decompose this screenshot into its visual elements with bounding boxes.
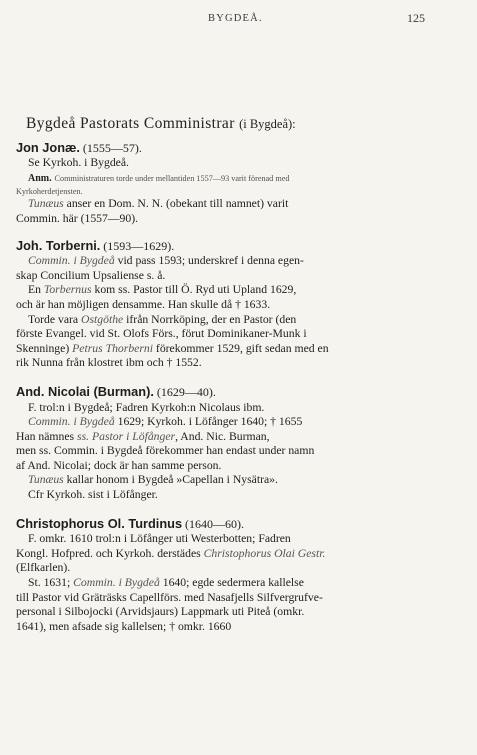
text-line: af And. Nicolai; dock är han samme person.	[16, 458, 222, 472]
text-line: 1641), men afsade sig kallelsen; † omkr. 1660	[16, 619, 232, 633]
italic-text: Commin. i Bygdeå	[28, 254, 115, 268]
italic-text: Torbernus	[43, 283, 92, 297]
page-body	[16, 117, 468, 634]
entry-name: And. Nicolai (Burman).	[16, 383, 154, 399]
text-fragment: Torde vara	[28, 312, 82, 326]
text-fragment: 1640; egde sedermera kallelse	[159, 576, 304, 590]
text-fragment: , And. Nic. Burman,	[175, 429, 270, 443]
text-line: och är han möjligen densamme. Han skulle då † 1633.	[16, 297, 271, 311]
entry-dates: (1593—1629).	[103, 238, 175, 253]
text-line: anser en Dom. N. N. (obekant till namnet) varit	[63, 197, 289, 211]
text-line: förste Evangel. vid St. Olofs Förs., förut Dominikaner-Munk i	[16, 327, 307, 341]
text-fragment: St. 1631;	[28, 576, 74, 590]
text-line: Se Kyrkoh. i Bygdeå.	[28, 156, 129, 170]
text-fragment: förekommer 1529, gift sedan med en	[153, 341, 329, 355]
text-line: men ss. Commin. i Bygdeå förekommer han endast under namn	[16, 444, 315, 458]
text-line: rik Nunna från klostret ibm och † 1552.	[16, 356, 202, 370]
entry-dates: (1555—57).	[82, 140, 142, 155]
entry-name: Joh. Torberni.	[16, 237, 101, 253]
italic-name: Tunæus	[28, 197, 64, 211]
entry-dates: (1640—60).	[185, 516, 245, 531]
section-title-main: Bygdeå Pastorats Comministrar	[26, 115, 235, 132]
text-fragment: ifrån Norrköping, der en Pastor (den	[123, 312, 297, 326]
entry-joh-torberni	[16, 239, 468, 371]
section-title-sub: (i Bygdeå):	[239, 117, 296, 131]
section-title	[26, 117, 468, 132]
text-line: Commin. här (1557—90).	[16, 211, 139, 225]
text-fragment: En	[28, 283, 44, 297]
italic-text: Christophorus Olai Gestr.	[203, 546, 326, 560]
page-number: 125	[407, 11, 425, 25]
italic-text: Commin. i Bygdeå	[28, 415, 115, 429]
text-fragment: vid pass 1593; underskref i denna egen-	[114, 254, 304, 268]
entry-and-nicolai	[16, 385, 468, 503]
entry-jon-jonae	[16, 141, 468, 227]
entry-dates: (1629—40).	[156, 384, 216, 399]
text-line: Cfr Kyrkoh. sist i Löfånger.	[28, 488, 158, 502]
note-label: Anm.	[28, 172, 52, 184]
text-fragment: kom ss. Pastor till Ö. Ryd uti Upland 1629,	[91, 283, 297, 297]
text-line: personal i Silbojocki (Arvidsjaurs) Lappmark uti Piteå (omkr.	[16, 605, 305, 619]
note-line: Comministraturen torde under mellantiden 1557—93 varit förenad med	[54, 173, 290, 183]
italic-name: Tunæus	[28, 473, 64, 487]
entry-name: Jon Jonæ.	[16, 139, 80, 155]
text-fragment: 1629; Kyrkoh. i Löfånger 1640; † 1655	[114, 415, 303, 429]
text-fragment: Kongl. Hofpred. och Kyrkoh. derstädes	[16, 546, 204, 560]
text-line: F. omkr. 1610 trol:n i Löfånger uti Westerbotten; Fadren	[28, 532, 291, 546]
entry-christophorus	[16, 517, 468, 635]
running-header	[0, 10, 477, 30]
text-fragment: Han nämnes	[16, 429, 78, 443]
text-line: skap Concilium Upsaliense s. å.	[16, 268, 166, 282]
italic-text: Petrus Thorberni	[72, 341, 153, 355]
italic-text: ss. Pastor i Löfånger	[77, 429, 176, 443]
text-line: F. trol:n i Bygdeå; Fadren Kyrkoh:n Nicolaus ibm.	[28, 400, 265, 414]
text-line: till Pastor vid Gräträsks Capellförs. med Nasafjells Silfvergrufve-	[16, 590, 323, 604]
entry-name: Christophorus Ol. Turdinus	[16, 515, 183, 531]
note-line: Kyrkoherdetjensten.	[16, 187, 83, 197]
running-title: BYGDEÅ.	[208, 13, 263, 24]
text-fragment: Skenninge)	[16, 341, 73, 355]
text-line: (Elfkarlen).	[16, 561, 71, 575]
italic-text: Ostgöthe	[81, 312, 124, 326]
text-fragment: kallar honom i Bygdeå »Capellan i Nysätra».	[63, 473, 278, 487]
italic-text: Commin. i Bygdeå	[73, 576, 160, 590]
